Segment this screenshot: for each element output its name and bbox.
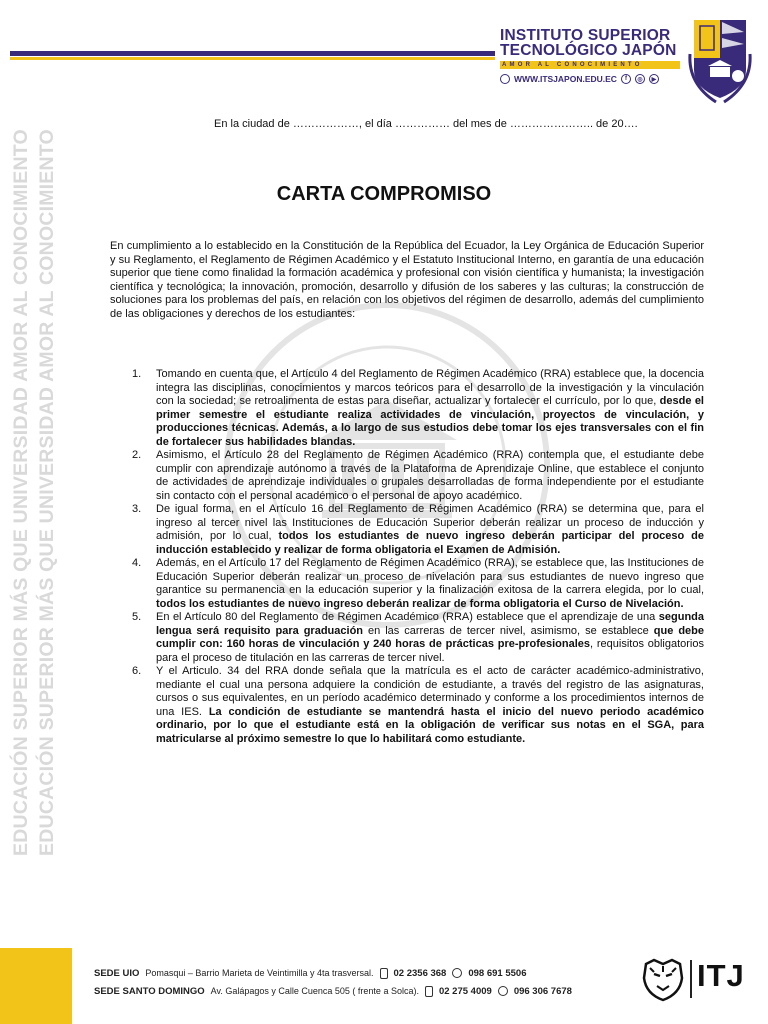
date-line: En la ciudad de ………………, el día …………… del mes de ………………….. de 20…. xyxy=(214,118,638,130)
phone-icon xyxy=(380,968,388,979)
website-link[interactable]: WWW.ITSJAPON.EDU.EC xyxy=(514,74,617,84)
list-item-bold: todos los estudiantes de nuevo ingreso deberán realizar de forma obligatoria el Curso de Nivelación. xyxy=(156,597,684,610)
footer-brand: ITJ xyxy=(697,958,745,993)
list-item-number: 4. xyxy=(132,557,142,569)
facebook-icon[interactable]: f xyxy=(621,74,631,84)
list-item-number: 2. xyxy=(132,449,142,461)
list-item-number: 1. xyxy=(132,368,142,380)
list-item-number: 6. xyxy=(132,665,142,677)
sede-uio-phone[interactable]: 02 2356 368 xyxy=(393,967,447,979)
side-slogan-line1: EDUCACIÓN SUPERIOR MÁS QUE UNIVERSIDAD AMOR AL CONOCIMIENTO xyxy=(10,129,32,856)
brand-name-line2: TECNOLÓGICO JAPÓN xyxy=(500,42,677,59)
whatsapp-icon xyxy=(498,986,508,996)
sede-sd-phone[interactable]: 02 275 4009 xyxy=(438,985,492,997)
header-rule-purple xyxy=(10,51,495,56)
header-rule-yellow xyxy=(10,57,495,60)
instagram-icon[interactable]: ◎ xyxy=(635,74,645,84)
commitment-list xyxy=(132,368,704,746)
list-item-bold: La condición de estudiante se mantendrá hasta el inicio del nuevo periodo académico ordinario, por lo que el estudiante está en la obligación de verificar sus notas en el SGA, para matricularse al próximo semestre lo que lo habilitará como estudiante. xyxy=(156,705,704,745)
list-item-text-end: , requisitos obligatorios para el proceso de titulación en las carreras de tercer nivel. xyxy=(156,638,704,664)
whatsapp-icon xyxy=(452,968,462,978)
brand-block xyxy=(500,28,680,84)
list-item-text: Asimismo, el Artículo 28 del Reglamento de Régimen Académico (RRA) contempla que, el estudiante debe cumplir con aprendizaje autónomo a través de la Plataforma de Aprendizaje Online, que establece el conjunto de actividades de aprendizaje individuales o grupales desarrolladas de forma independiente por el estudiante sin contacto con el personal académico o el personal de apoyo académico. xyxy=(156,449,704,502)
list-item xyxy=(132,449,704,503)
list-item-text: De igual forma, en el Artículo 16 del Reglamento de Régimen Académico (RRA) se determina que, para el ingreso al tercer nivel las Instituciones de Educación Superior deberán realizar un proceso de inducción y admisión, por lo cual, xyxy=(156,503,704,542)
list-item-bold-2: que debe cumplir con: 160 horas de vinculación y 240 horas de prácticas pre-profesionales xyxy=(156,624,704,650)
list-item xyxy=(132,665,704,746)
sede-uio-whatsapp[interactable]: 098 691 5506 xyxy=(468,967,527,979)
footer-accent-block xyxy=(0,948,72,1024)
list-item xyxy=(132,503,704,557)
list-item xyxy=(132,611,704,665)
youtube-icon[interactable]: ▶ xyxy=(649,74,659,84)
footer-sede-uio xyxy=(94,964,634,982)
sede-uio-label: SEDE UIO xyxy=(94,967,140,979)
sede-sd-whatsapp[interactable]: 096 306 7678 xyxy=(513,985,572,997)
footer-contacts xyxy=(94,964,634,1000)
tiger-mascot-icon xyxy=(640,956,686,1002)
brand-name-line1: INSTITUTO SUPERIOR xyxy=(500,27,671,44)
phone-icon xyxy=(425,986,433,997)
intro-paragraph: En cumplimiento a lo establecido en la Constitución de la República del Ecuador, la Ley Orgánica de Educación Superior y su Reglamento, el Reglamento de Régimen Académico y el Estatuto Institucional Interno, en garantía de una educación superior que tiene como finalidad la formación académica y profesional con visión científica y humanista; la investigación científica y tecnológica; la innovación, promoción, desarrollo y difusión de los saberes y las culturas; la construcción de soluciones para los problemas del país, en relación con los objetivos del régimen de desarrollo, además del cumplimiento de las obligaciones y derechos de los estudiantes: xyxy=(110,240,704,320)
globe-icon xyxy=(500,74,510,84)
footer-divider xyxy=(690,960,692,998)
brand-motto: AMOR AL CONOCIMIENTO xyxy=(500,61,680,69)
list-item xyxy=(132,368,704,449)
list-item-number: 5. xyxy=(132,611,142,623)
sede-sd-address: Av. Galápagos y Calle Cuenca 505 ( frente a Solca). xyxy=(210,986,419,996)
document-title: CARTA COMPROMISO xyxy=(276,183,492,205)
side-slogan-line2: EDUCACIÓN SUPERIOR MÁS QUE UNIVERSIDAD AMOR AL CONOCIMIENTO xyxy=(36,129,58,856)
list-item-bold: segunda lengua será requisito para graduación xyxy=(156,611,704,637)
list-item-text: Tomando en cuenta que, el Artículo 4 del Reglamento de Régimen Académico (RRA) establece que, la docencia integra las disciplinas, conocimientos y marcos teóricos para el desarrollo de la investigación y la vinculación con la sociedad; se retroalimenta de estas para diseñar, actualizar y fortalecer el currículo, por lo que, xyxy=(156,368,704,407)
website-row xyxy=(500,74,680,84)
list-item-text: Además, en el Artículo 17 del Reglamento de Régimen Académico (RRA), se establece que, las Instituciones de Educación Superior deberán realizar un proceso de nivelación para sus estudiantes de nuevo ingreso que garantice su permanencia en la educación superior y la finalización exitosa de la carrera elegida, por lo cual, xyxy=(156,557,704,596)
list-item xyxy=(132,557,704,611)
list-item-text: En el Artículo 80 del Reglamento de Régimen Académico (RRA) establece que el aprendizaje de una xyxy=(156,611,659,623)
list-item-bold: todos los estudiantes de nuevo ingreso deberán participar del proceso de inducción establecido y realizar de forma obligatoria el Examen de Admisión. xyxy=(156,530,704,556)
sede-sd-label: SEDE SANTO DOMINGO xyxy=(94,985,205,997)
footer-sede-santo-domingo xyxy=(94,982,634,1000)
list-item-text-cont: en las carreras de tercer nivel, asimismo, se establece xyxy=(363,624,654,637)
list-item-text: Y el Articulo. 34 del RRA donde señala que la matrícula es el acto de carácter académico-administrativo, mediante el cual una persona adquiere la condición de estudiante, a través del registro de las asignaturas, cursos o sus equivalentes, en un período académico determinado y conforme a los procedimientos internos de una IES. xyxy=(156,665,704,718)
list-item-bold: desde el primer semestre el estudiante realiza actividades de vinculación, proyectos de vinculación, y producciones técnicas. Además, a lo largo de sus estudios debe tomar los ejes transversales con el fin de fortalecer sus habilidades blandas. xyxy=(156,395,704,448)
sede-uio-address: Pomasqui – Barrio Marieta de Veintimilla y 4ta trasversal. xyxy=(145,968,374,978)
list-item-number: 3. xyxy=(132,503,142,515)
institution-crest-icon xyxy=(686,14,754,106)
